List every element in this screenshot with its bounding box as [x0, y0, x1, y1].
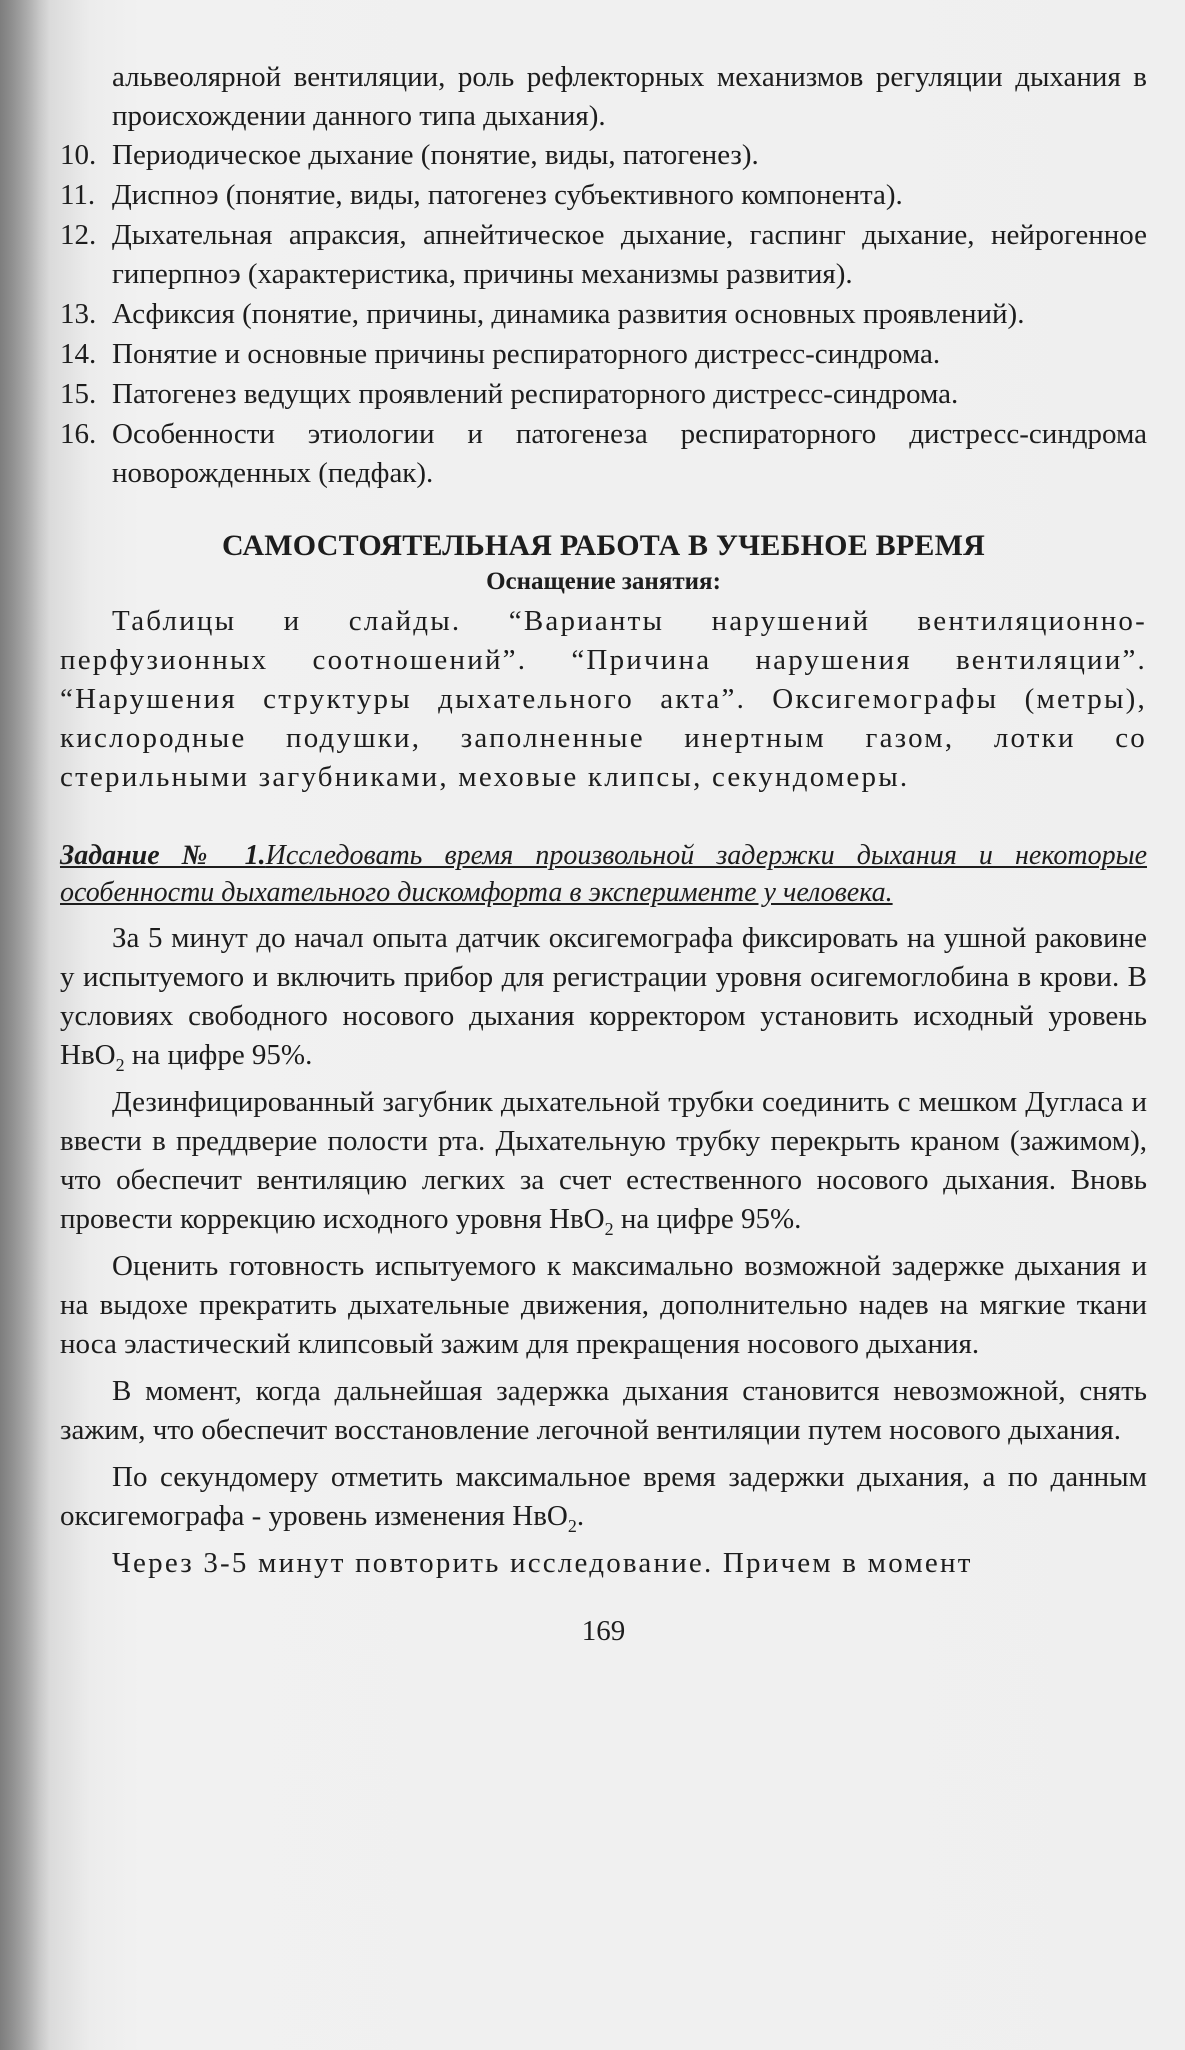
- paragraph-text: на цифре 95%.: [124, 1039, 313, 1071]
- question-text: Дыхательная апраксия, апнейтическое дыхание, гаспинг дыхание, нейрогенное гиперпноэ (характеристика, причины механизмы развития).: [112, 219, 1147, 290]
- question-number: 12.: [60, 219, 97, 251]
- section-subtitle: Оснащение занятия:: [486, 568, 721, 595]
- question-item: [60, 136, 1147, 175]
- question-number: 16.: [60, 418, 97, 450]
- subscript: 2: [567, 1515, 577, 1536]
- question-text: Патогенез ведущих проявлений респираторного дистресс-синдрома.: [112, 378, 959, 410]
- binding-shadow: [0, 0, 50, 2050]
- task-title: Исследовать время произвольной задержки дыхания и некоторые особенности дыхательного дискомфорта в эксперименте у человека.: [60, 840, 1147, 908]
- paragraph-text: Дезинфицированный загубник дыхательной трубки соединить с мешком Дугласа и ввести в преддверие полости рта. Дыхательную трубку перекрыть краном (зажимом), что обеспечит вентиляцию легких за счет естественного носового дыхания. Вновь провести коррекцию исходного уровня НвО: [60, 1086, 1147, 1235]
- question-item: [60, 216, 1147, 294]
- subscript: 2: [115, 1054, 125, 1075]
- question-number: 10.: [60, 139, 97, 171]
- question-item: [60, 176, 1147, 215]
- paragraph-measure: [60, 1458, 1147, 1536]
- paragraph-text: .: [576, 1500, 585, 1532]
- question-text: Периодическое дыхание (понятие, виды, патогенез).: [112, 139, 759, 171]
- intro-line: альвеолярной вентиляции, роль рефлекторных механизмов регуляции: [112, 61, 1003, 93]
- question-item: [60, 335, 1147, 374]
- question-text: Особенности этиологии и патогенеза респираторного дистресс-синдрома новорожденных (педфак).: [112, 418, 1147, 489]
- question-item: [60, 415, 1147, 493]
- intro-continuation: [60, 58, 1147, 136]
- intro-line: дыхания в происхождении данного типа дыхания).: [112, 61, 1147, 132]
- paragraph-mouthpiece: [60, 1083, 1147, 1239]
- task-number: Задание № 1.: [60, 840, 266, 871]
- paragraph-text: на цифре 95%.: [613, 1203, 802, 1235]
- question-list: [60, 136, 1147, 493]
- paragraph-text: По секундомеру отметить максимальное время задержки дыхания, а по данным оксигемографа - уровень изменения НвО: [60, 1461, 1147, 1532]
- subscript: 2: [604, 1218, 614, 1239]
- question-text: Диспноэ (понятие, виды, патогенез субъективного компонента).: [112, 179, 903, 211]
- question-text: Асфиксия (понятие, причины, динамика развития основных проявлений).: [112, 298, 1025, 330]
- question-item: [60, 375, 1147, 414]
- paragraph-breath-hold: Оценить готовность испытуемого к максимально возможной задержке дыхания и на выдохе прекратить дыхательные движения, дополнительно надев на мягкие ткани носа эластический клипсовый зажим для прекращения носового дыхания.: [60, 1250, 1147, 1360]
- paragraph-text: За 5 минут до начал опыта датчик оксигемографа фиксировать на ушной раковине у испытуемого и включить прибор для регистрации уровня осигемоглобина в крови. В условиях свободного носового дыхания корректором установить исходный уровень НвО: [60, 922, 1147, 1071]
- paragraph-release: В момент, когда дальнейшая задержка дыхания становится невозможной, снять зажим, что обеспечит восстановление легочной вентиляции путем носового дыхания.: [60, 1375, 1147, 1446]
- task-heading: [60, 837, 1147, 911]
- paragraph-sensor-setup: [60, 919, 1147, 1075]
- question-item: [60, 295, 1147, 334]
- question-number: 11.: [60, 179, 96, 211]
- question-text: Понятие и основные причины респираторного дистресс-синдрома.: [112, 338, 941, 370]
- paragraph-repeat: Через 3-5 минут повторить исследование. Причем в момент: [112, 1547, 973, 1579]
- question-number: 15.: [60, 378, 97, 410]
- question-number: 13.: [60, 298, 97, 330]
- equipment-paragraph: Таблицы и слайды. “Варианты нарушений вентиляционно-перфузионных соотношений”. “Причина нарушения вентиляции”. “Нарушения структуры дыхательного акта”. Оксигемографы (метры), кислородные подушки, заполненные инертным газом, лотки со стерильными загубниками, меховые клипсы, секундомеры.: [60, 605, 1147, 793]
- page-number: 169: [581, 1615, 626, 1647]
- page-body: [60, 58, 1147, 1649]
- section-title: САМОСТОЯТЕЛЬНАЯ РАБОТА В УЧЕБНОЕ ВРЕМЯ: [222, 529, 985, 562]
- question-number: 14.: [60, 338, 97, 370]
